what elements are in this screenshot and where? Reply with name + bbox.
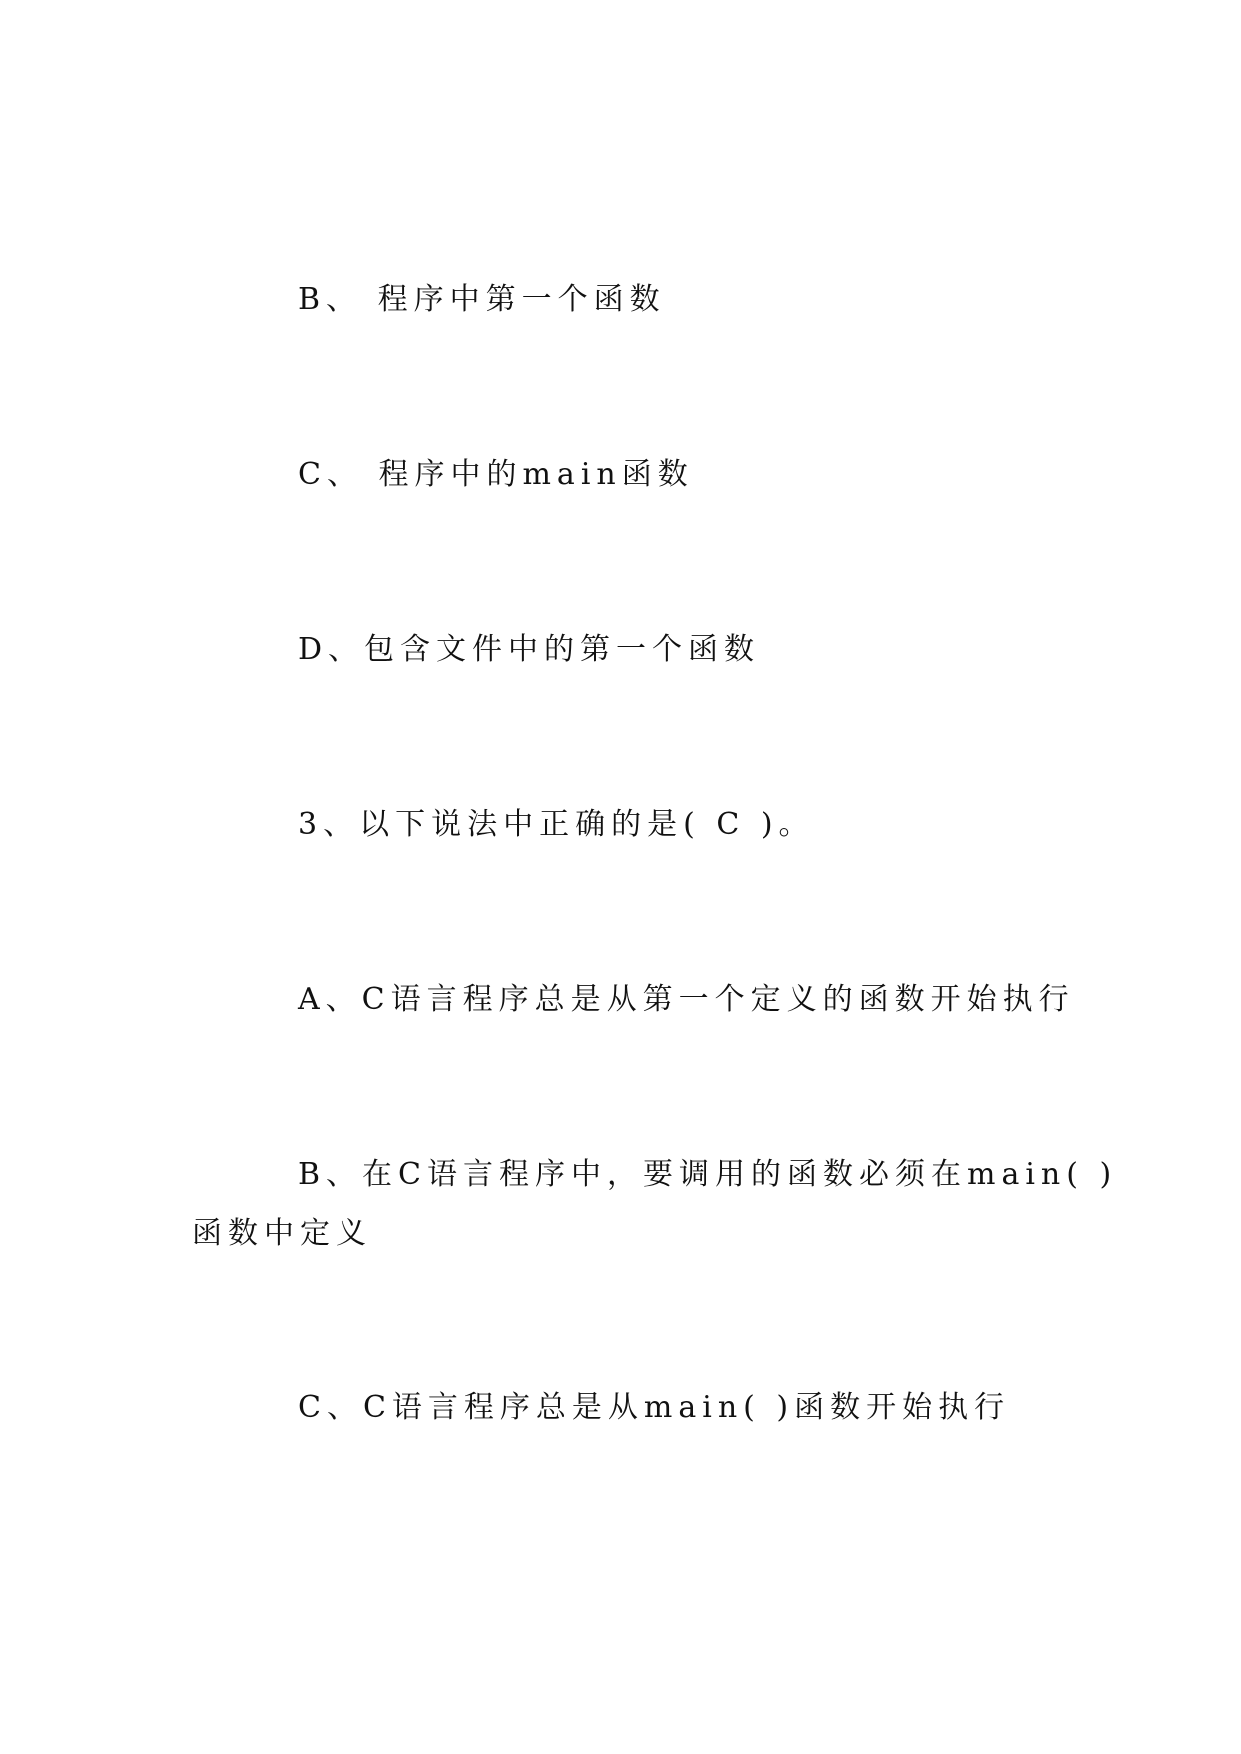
option-d-line: D、包含文件中的第一个函数 (298, 632, 761, 667)
question-3-option-b-line2: 函数中定义 (192, 1216, 372, 1251)
question-3-option-c: C、C语言程序总是从main( )函数开始执行 (298, 1390, 1011, 1425)
option-c-line: C、 程序中的main函数 (298, 457, 694, 492)
question-3-option-b-line1: B、在C语言程序中，要调用的函数必须在main( ) (298, 1157, 1118, 1192)
option-b-line: B、 程序中第一个函数 (298, 282, 666, 317)
question-3-line: 3、以下说法中正确的是( C )。 (298, 807, 815, 842)
question-3-option-a: A、C语言程序总是从第一个定义的函数开始执行 (298, 982, 1075, 1017)
